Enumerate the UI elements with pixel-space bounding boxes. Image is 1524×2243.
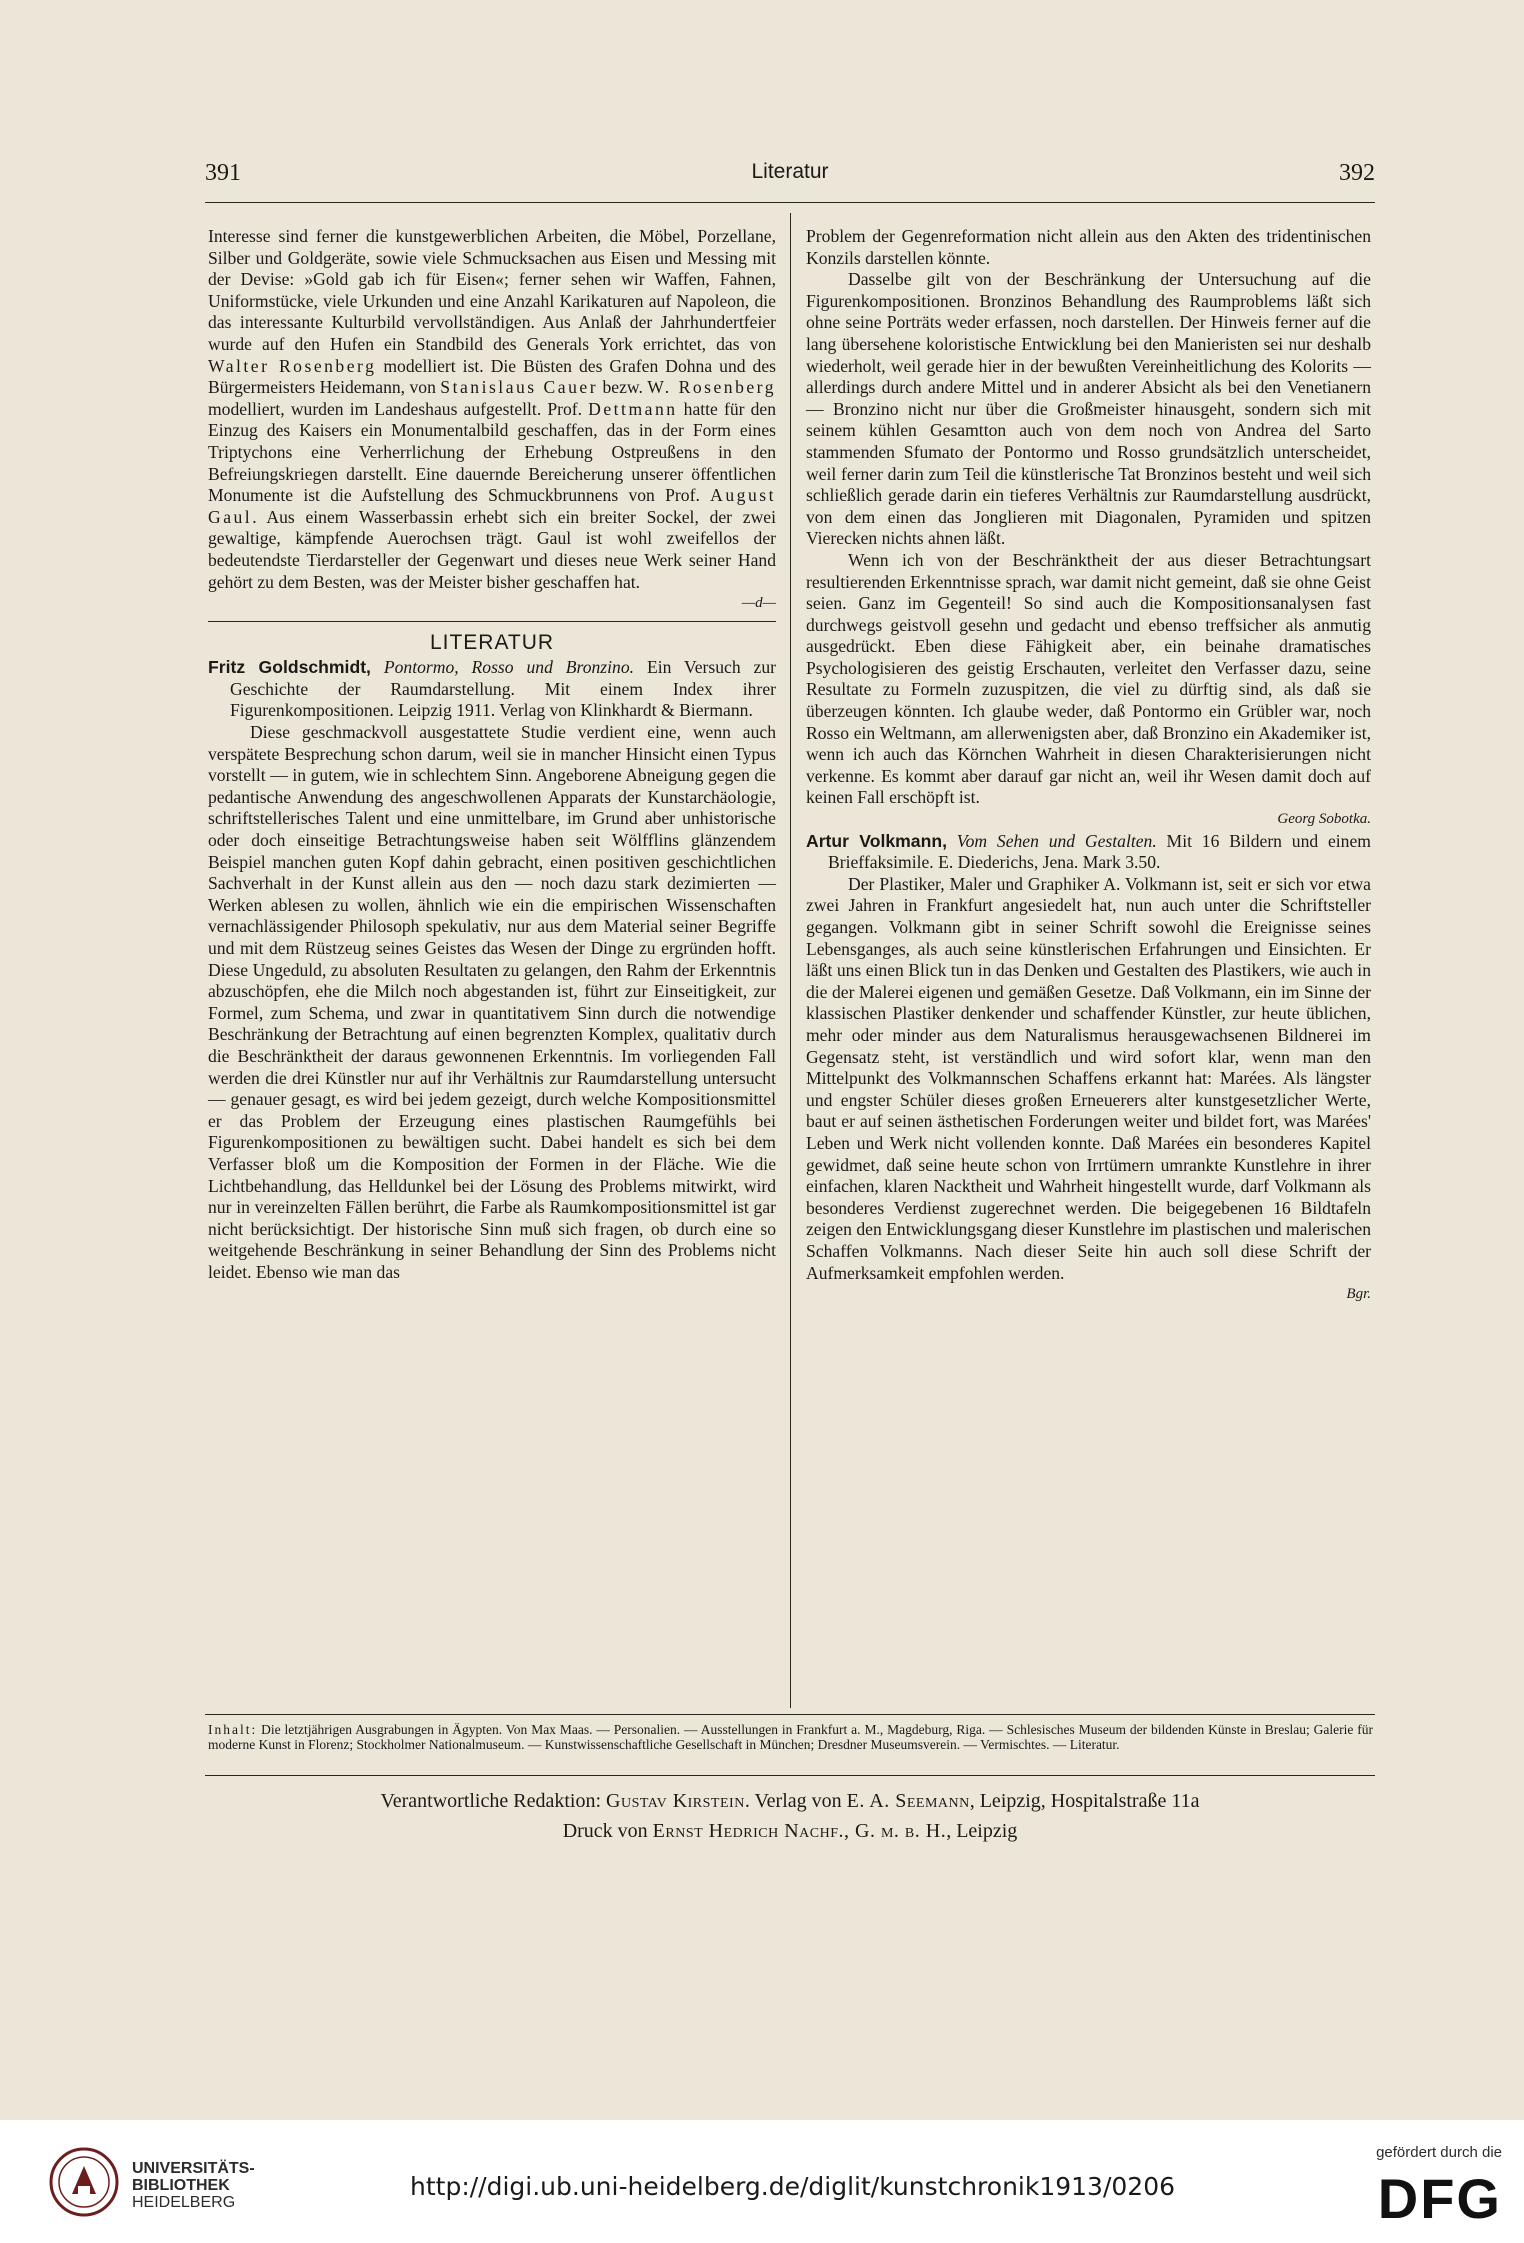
publisher-name: E. A. Seemann [846,1790,970,1812]
printer-name: Ernst Hedrich Nachf., G. m. b. H. [652,1820,947,1842]
person-name: Stanislaus Cauer [440,377,599,398]
imprint-line-2: Druck von Ernst Hedrich Nachf., G. m. b. H., Leipzig [562,1820,1018,1842]
review-heading: Fritz Goldschmidt, Pontormo, Rosso und Bronzino. Ein Versuch zur Geschichte der Raumdarstellung. Mit einem Index ihrer Figurenkompositionen. Leipzig 1911. Verlag von Klinkhardt & Biermann. [208,657,777,721]
review-author: Fritz Goldschmidt, [208,657,371,678]
signature: —d— [741,595,776,612]
paragraph: Interesse sind ferner die kunstgewerblichen Arbeiten, die Möbel, Porzellane, Silber und Goldgeräte, sowie viele Schmucksachen aus Eisen und Messing mit der Devise: »Gold gab ich für Eisen«; ferner sehen wir Waffen, Fahnen, Uniformstücke, viele Urkunden und eine Anzahl Karikaturen auf Napoleon, die das interessante Kulturbild vervollständigen. Aus Anlaß der Jahrhundertfeier wurde auf den Hufen ein Standbild des Generals York errichtet, das von Walter Rosenberg modelliert ist. Die Büsten des Grafen Dohna und des Bürgermeisters Heidemann, von Stanislaus Cauer bezw. W. Rosenberg modelliert, wurden im Landeshaus aufgestellt. Prof. Dettmann hatte für den Einzug des Kaisers ein Monumentalbild geschaffen, das in der Form eines Triptychons eine Verherrlichung der Erhebung Ostpreußens in den Befreiungskriegen darstellt. Eine dauernde Bereicherung unserer öffentlichen Monumente ist die Aufstellung des Schmuckbrunnens von Prof. August Gaul. Aus einem Wasserbassin erhebt sich ein breiter Sockel, der zwei gewaltige, kämpfende Auerochsen trägt. Gaul ist wohl zweifellos der bedeutendste Tierdarsteller der Gegenwart und dieses neue Werk seiner Hand gehört zu dem Besten, was der Meister bisher geschaffen hat. [208,226,777,592]
library-name: UNIVERSITÄTS- BIBLIOTHEK HEIDELBERG [132,2160,255,2211]
person-name: W. Rosenberg [647,377,777,398]
paragraph: Problem der Gegenreformation nicht allein aus den Akten des tridentinischen Konzils darstellen könnte. [806,226,1371,268]
person-name: Walter Rosenberg [208,355,377,376]
right-column [806,226,1371,1306]
imprint-rule [205,1775,1375,1776]
running-title: Literatur [751,160,829,183]
university-seal-icon [48,2146,120,2218]
contents-label: Inhalt: [208,1722,258,1737]
column-divider [790,213,791,1708]
review-author: Artur Volkmann, [806,830,947,851]
table-of-contents [208,1722,1373,1752]
imprint-line-1: Verantwortliche Redaktion: Gustav Kirstein. Verlag von E. A. Seemann, Leipzig, Hospitalstraße 11a [380,1790,1200,1812]
paragraph: Dasselbe gilt von der Beschränkung der Untersuchung auf die Figurenkompositionen. Bronzinos Behandlung des Raumproblems läßt sich ohne seine Porträts weder erfassen, noch darstellen. Der Hinweis ferner auf die lang übersehene koloristische Entwicklung bei den Manieristen sei nur deshalb wiederholt, weil gerade hier in der bewußten Vereinheitlichung des Kolorits — allerdings durch andere Mittel und in anderer Absicht als bei den Venetianern — Bronzino nicht nur über die Großmeister hinausgeht, sondern sich mit seinem kühlen Gesamtton auch von dem noch von Andrea del Sarto stammenden Sfumato der Pontormo und Rosso grundsätzlich unterscheidet, weil ferner darin zum Teil die künstlerische Tat Bronzinos besteht und weil sich schließlich gerade darin ein tieferes Verhältnis zur Raumdarstellung ausdrückt, von dem einen das Jonglieren mit Diagonalen, Pyramiden und spitzen Vierecken nichts ahnen läßt. [806,269,1371,549]
section-rule [208,621,776,622]
header-rule [205,202,1375,203]
contents-rule [205,1714,1375,1715]
paragraph: Wenn ich von der Beschränktheit der aus dieser Betrachtungsart resultierenden Erkenntnisse sprach, war damit nicht gemeint, daß sie ohne Geist seien. Ganz im Gegenteil! So sind auch die Kompositionsanalysen fast durchwegs geistvoll gesehn und gedacht und ebenso treffsicher als anmutig ausgedrückt. Eben diese Fähigkeit aber, ein beinahe dramatisches Psychologisieren des geistig Erschauten, verleitet den Verfasser dazu, seine Resultate zu Formeln zuzuspitzen, die viel zu dürftig sind, als daß sie überzeugen könnten. Ich glaube weder, daß Pontormo ein Grübler war, noch Rosso ein Weltmann, am allerwenigsten aber, daß Bronzino ein Akademiker ist, wenn ich auch das Körnchen Wahrheit in diesen Charakterisierungen nicht verkenne. Es kommt aber darauf gar nicht an, weil ihr Wesen damit doch auf keinen Fall erschöpft ist. [806,549,1371,808]
dfg-logo: DFG [1377,2167,1502,2230]
section-title: LITERATUR [429,630,555,654]
review-title: Pontormo, Rosso und Bronzino. [383,657,635,678]
running-header [205,160,1375,196]
funding-note: gefördert durch die [1376,2144,1502,2161]
signature: Bgr. [1346,1286,1371,1303]
signature: Georg Sobotka. [1277,811,1371,828]
digitization-footer [0,2120,1524,2243]
page-number-right: 392 [1339,160,1375,186]
paragraph: Diese geschmackvoll ausgestattete Studie verdient eine, wenn auch verspätete Besprechung schon darum, weil sie in mancher Hinsicht einen Typus vorstellt — in gutem, wie in schlechtem Sinn. Angeborene Abneigung gegen die pedantische Anwendung des angeschwollenen Apparats der Kunstarchäologie, schriftstellerisches Talent und eine unmittelbare, im Grund aber unhistorische oder doch einseitige Betrachtungsweise haben seit Wölfflins glänzendem Beispiel manchen guten Kopf dahin gebracht, einen positiven geschichtlichen Sachverhalt in der Kunst allein aus den — noch dazu stark dezimierten — Werken ablesen zu wollen, ähnlich wie ein die empirischen Wissenschaften vernachlässigender Philosoph spekulativ, nur aus dem Material seiner Begriffe und mit dem Rüstzeug seines Geistes das Wesen der Dinge zu ergründen hofft. Diese Ungeduld, zu absoluten Resultaten zu gelangen, den Rahm der Erkenntnis abzuschöpfen, ehe die Milch noch abgestanden ist, führt zur Einseitigkeit, zur Formel, zum Schema, und zwar in quantitativem Sinn durch die notwendige Beschränkung der Betrachtung auf einen begrenzten Komplex, qualitativ durch die Beschränktheit der daraus gewonnenen Erkenntnis. Im vorliegenden Fall werden die drei Künstler nur auf ihr Verhältnis zur Raumdarstellung untersucht — genauer gesagt, es wird bei jedem gezeigt, durch welche Kompositionsmittel er das Problem der Erzeugung eines plastischen Raumgefühls bei Figurenkompositionen zu bewältigen sucht. Dabei handelt es sich bei dem Verfasser bloß um die Komposition der Formen in der Fläche. Wie die Lichtbehandlung, das Helldunkel bei der Lösung des Problems mitwirkt, wird nur in vereinzelten Fällen berührt, die Farbe als Raumkompositionsmittel ist gar nicht berücksichtigt. Der historische Sinn muß sich fragen, ob durch eine so weitgehende Beschränkung in seiner Behandlung der Sinn des Problems nicht leidet. Ebenso wie man das [208,722,776,1282]
person-name: August Gaul [208,485,776,527]
review-heading: Artur Volkmann, Vom Sehen und Gestalten. Mit 16 Bildern und einem Brieffaksimile. E. Diederichs, Jena. Mark 3.50. [806,830,1371,873]
paragraph: Der Plastiker, Maler und Graphiker A. Volkmann ist, seit er sich vor etwa zwei Jahren in Frankfurt angesiedelt hat, nun auch unter die Schriftsteller gegangen. Volkmann gibt in seiner Schrift sowohl die Ereignisse seines Lebensganges, als auch seine künstlerischen Erfahrungen und Einsichten. Er läßt uns einen Blick tun in das Denken und Gestalten des Plastikers, wie auch in die der Malerei eigenen und gemäßen Gesetze. Daß Volkmann, ein im Sinne der klassischen Plastiker denkender und schaffender Künstler, zur heute üblichen, mehr oder minder aus dem Naturalismus herausgewachsenen Bildnerei im Gegensatz steht, ist verständlich und wird sofort klar, wenn man den Mittelpunkt des Volkmannschen Schaffens erkannt hat: Marées. Als längster und engster Schüler dieses großen Erneuerers alter kunstgesetzlicher Werte, baut er auf seinen ästhetischen Forderungen weiter und bildet fort, was Marées' Leben und Werk nicht vollenden konnte. Daß Marées ein besonderes Kapitel gewidmet, daß seine heute schon von Irrtümern umrankte Kunstlehre in ihrer einfachen, klaren Nacktheit und Wahrheit hingestellt wurde, darf Volkmann als besonderes Verdienst zugerechnet werden. Die beigegebenen 16 Bildtafeln zeigen den Entwicklungsgang dieser Kunstlehre im plastischen und malerischen Schaffen Volkmanns. Nach dieser Seite hin auch soll diese Schrift der Aufmerksamkeit empfohlen werden. [806,873,1371,1283]
permalink[interactable]: http://digi.ub.uni-heidelberg.de/diglit/kunstchronik1913/0206 [410,2172,1176,2201]
review-title: Vom Sehen und Gestalten. [956,830,1157,851]
person-name: Dettmann [588,398,678,419]
contents-text: Die letztjährigen Ausgrabungen in Ägypten. Von Max Maas. — Personalien. — Ausstellungen in Frankfurt a. M., Magdeburg, Riga. — Schlesisches Museum der bildenden Künste in Breslau; Galerie für moderne Kunst in Florenz; Stockholmer Nationalmuseum. — Kunstwissenschaftliche Gesellschaft in München; Dresdner Museumsverein. — Vermischtes. — Literatur. [208,1722,1373,1752]
editor-name: Gustav Kirstein [606,1790,745,1812]
page-number-left: 391 [205,160,241,186]
left-column [208,226,776,1284]
